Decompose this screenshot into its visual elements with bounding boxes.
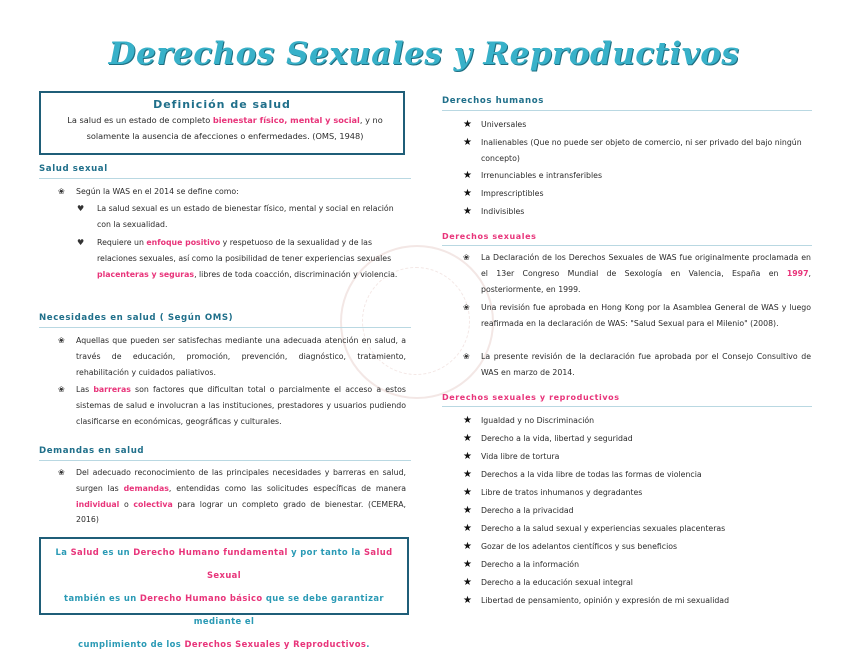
flower-bullet-icon: ❀ [58,336,65,345]
dh-item: Irrenunciables e intransferibles [481,171,603,180]
derechos-sexuales-p1: La Declaración de los Derechos Sexuales de WAS fue originalmente proclamada en el 13er Congreso Mundial de Sexología en Valencia, España en 1997, posteriormente, en 1999. [481,253,811,294]
star-bullet-icon: ★ [463,577,472,588]
flower-bullet-icon: ❀ [58,385,65,394]
divider [39,460,411,461]
dh-item: Imprescriptibles [481,189,544,198]
dh-item: Universales [481,120,527,129]
salud-sexual-heading: Salud sexual [39,164,108,174]
dsr-item: Igualdad y no Discriminación [481,416,595,425]
star-bullet-icon: ★ [463,559,472,570]
derechos-sexuales-p2: Una revisión fue aprobada en Hong Kong por la Asamblea General de WAS y luego reafirmada en la declaración de WAS: "Salud Sexual para el Milenio" (2008). [481,303,811,328]
star-bullet-icon: ★ [463,451,472,462]
flower-bullet-icon: ❀ [58,468,65,477]
dsr-item: Vida libre de tortura [481,452,560,461]
star-bullet-icon: ★ [463,541,472,552]
heart-bullet-icon: ♥ [77,238,85,247]
necesidades-p2: Las barreras son factores que dificultan total o parcialmente el acceso a estos sistemas de salud e involucran a las instituciones, prestadores y usuarios pudiendo clasificarse en económicas, geográficas y culturales. [76,385,406,426]
dsr-item: Derecho a la vida, libertad y seguridad [481,434,633,443]
dsr-item: Derecho a la información [481,560,580,569]
star-bullet-icon: ★ [463,206,472,217]
flower-bullet-icon: ❀ [463,303,470,312]
dsr-item: Libertad de pensamiento, opinión y expresión de mi sexualidad [481,596,730,605]
star-bullet-icon: ★ [463,469,472,480]
conclusion-box [39,537,409,649]
star-bullet-icon: ★ [463,433,472,444]
dsr-item: Derechos a la vida libre de todas las formas de violencia [481,470,702,479]
dh-item: Inalienables (Que no puede ser objeto de comercio, ni ser privado del bajo ningún concepto) [481,138,802,163]
star-bullet-icon: ★ [463,523,472,534]
conclusion-line-2: también es un Derecho Humano básico que se debe garantizar mediante el [64,593,384,626]
salud-sexual-p1: La salud sexual es un estado de bienestar físico, mental y social en relación con la sexualidad. [97,204,394,229]
star-bullet-icon: ★ [463,137,472,148]
derechos-sexuales-heading: Derechos sexuales [442,232,537,241]
necesidades-heading: Necesidades en salud ( Según OMS) [39,313,234,323]
derechos-humanos-heading: Derechos humanos [442,96,544,106]
demandas-text: Del adecuado reconocimiento de las principales necesidades y barreras en salud, surgen las demandas, entendidas como las solicitudes específicas de manera individual o colectiva para lograr un completo grado de bienestar. (CEMERA, 2016) [76,468,407,525]
heart-bullet-icon: ♥ [77,204,85,213]
star-bullet-icon: ★ [463,188,472,199]
star-bullet-icon: ★ [463,505,472,516]
conclusion-line-3: cumplimiento de los Derechos Sexuales y Reproductivos. [78,639,370,649]
divider [39,178,411,179]
dsr-item: Derecho a la educación sexual integral [481,578,633,587]
divider [442,245,812,246]
salud-sexual-intro: Según la WAS en el 2014 se define como: [76,187,239,196]
salud-sexual-p2: Requiere un enfoque positivo y respetuoso de la sexualidad y de las relaciones sexuales, así como la posibilidad de tener experiencias sexuales placenteras y seguras, libres de toda coacción, discriminación y violencia. [97,238,398,279]
definition-box [39,91,405,155]
definition-heading: Definición de salud [153,98,291,111]
dsr-item: Gozar de los adelantos científicos y sus beneficios [481,542,678,551]
star-bullet-icon: ★ [463,595,472,606]
derechos-sexuales-p3: La presente revisión de la declaración fue aprobada por el Consejo Consultivo de WAS en marzo de 2014. [481,352,811,377]
star-bullet-icon: ★ [463,487,472,498]
flower-bullet-icon: ❀ [463,352,470,361]
star-bullet-icon: ★ [463,119,472,130]
flower-bullet-icon: ❀ [463,253,470,262]
conclusion-line-1: La Salud es un Derecho Humano fundamental y por tanto la Salud Sexual [55,547,393,580]
dsr-item: Libre de tratos inhumanos y degradantes [481,488,643,497]
page-title: Derechos Sexuales y Reproductivos [108,36,740,72]
definition-text: La salud es un estado de completo bienestar físico, mental y social, y no solamente la ausencia de afecciones o enfermedades. (OMS, 1948) [67,115,383,141]
flower-bullet-icon: ❀ [58,187,65,196]
star-bullet-icon: ★ [463,415,472,426]
star-bullet-icon: ★ [463,170,472,181]
divider [442,110,812,111]
divider [39,327,411,328]
necesidades-p1: Aquellas que pueden ser satisfechas mediante una adecuada atención en salud, a través de educación, promoción, prevención, diagnóstico, tratamiento, rehabilitación y cuidados paliativos. [76,336,406,377]
demandas-heading: Demandas en salud [39,446,145,456]
derechos-sr-heading: Derechos sexuales y reproductivos [442,393,620,402]
divider [442,406,812,407]
dsr-item: Derecho a la privacidad [481,506,574,515]
dh-item: Indivisibles [481,207,525,216]
dsr-item: Derecho a la salud sexual y experiencias sexuales placenteras [481,524,726,533]
